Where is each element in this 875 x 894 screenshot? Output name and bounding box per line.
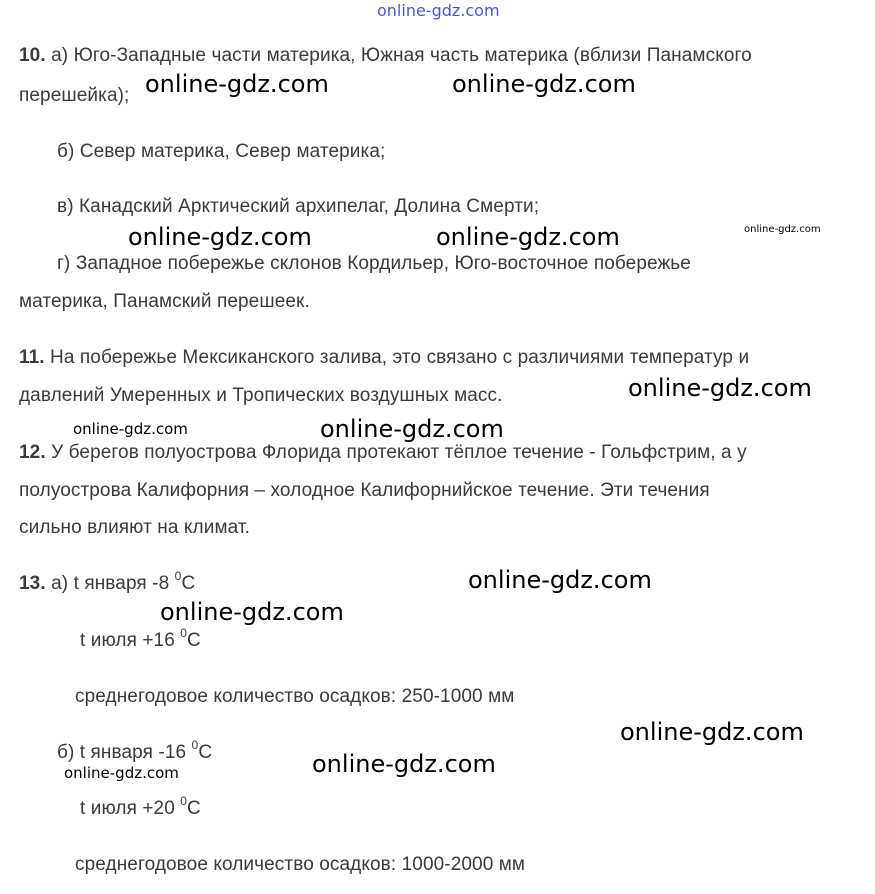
watermark-top: online-gdz.com — [377, 1, 500, 20]
q11-number: 11. — [19, 347, 45, 368]
degree-sup: 0 — [191, 737, 199, 752]
q10-b-text: б) Север материка, Север материка; — [57, 141, 386, 162]
q10-number: 10. — [19, 45, 46, 66]
watermark: online-gdz.com — [744, 224, 821, 235]
q13-a-jan-text: а) t января -8 — [45, 573, 175, 594]
q12-text-3: сильно влияют на климат. — [19, 517, 250, 538]
watermark: online-gdz.com — [64, 764, 179, 782]
q13-a-precip: среднегодовое количество осадков: 250-1000 мм — [75, 686, 515, 707]
watermark: online-gdz.com — [436, 223, 620, 251]
q12-line1 — [19, 441, 747, 465]
q10-g-text-2: материка, Панамский перешеек. — [19, 291, 310, 312]
q13-b-precip: среднегодовое количество осадков: 1000-2000 мм — [75, 854, 526, 875]
degree-sup: 0 — [180, 625, 188, 640]
q10-g-text-1: г) Западное побережье склонов Кордильер, Юго-восточное побережье — [57, 253, 691, 274]
watermark: online-gdz.com — [452, 70, 636, 98]
q13-b-jan — [57, 737, 213, 765]
q13-a-jul-text: t июля +16 — [80, 630, 181, 651]
q13-b-jul — [80, 793, 201, 821]
q10-a-text-2: перешейка); — [19, 85, 130, 106]
watermark: online-gdz.com — [468, 566, 652, 594]
watermark: online-gdz.com — [628, 374, 812, 402]
degree-sup: 0 — [180, 793, 188, 808]
q11-text-1: На побережье Мексиканского залива, это связано с различиями температур и — [44, 347, 750, 368]
q12-number: 12. — [19, 442, 46, 463]
watermark: online-gdz.com — [128, 223, 312, 251]
unit-c: C — [181, 573, 196, 594]
unit-c: C — [198, 742, 213, 763]
unit-c: C — [187, 630, 201, 651]
q12-text-1: У берегов полуострова Флорида протекают тёплое течение - Гольфстрим, а у — [45, 442, 747, 463]
watermark: online-gdz.com — [73, 420, 188, 438]
watermark: online-gdz.com — [160, 598, 344, 626]
q13-a-jul — [80, 625, 201, 653]
q10-v-text: в) Канадский Арктический архипелаг, Долина Смерти; — [57, 196, 540, 217]
watermark: online-gdz.com — [320, 415, 504, 443]
q12-text-2: полуострова Калифорния – холодное Калифорнийское течение. Эти течения — [19, 480, 710, 501]
watermark: online-gdz.com — [145, 70, 329, 98]
q13-number: 13. — [19, 573, 46, 594]
q10-line1 — [19, 44, 752, 68]
unit-c: C — [187, 798, 201, 819]
q13-b-jul-text: t июля +20 — [80, 798, 181, 819]
q11-line1 — [19, 346, 749, 370]
q13-a-jan — [19, 568, 196, 596]
watermark: online-gdz.com — [312, 750, 496, 778]
watermark: online-gdz.com — [620, 718, 804, 746]
degree-sup: 0 — [174, 568, 182, 583]
q10-a-text-1: а) Юго-Западные части материка, Южная часть материка (вблизи Панамского — [45, 45, 752, 66]
q11-text-2: давлений Умеренных и Тропических воздушных масс. — [19, 385, 503, 406]
q13-b-jan-text: б) t января -16 — [57, 742, 192, 763]
